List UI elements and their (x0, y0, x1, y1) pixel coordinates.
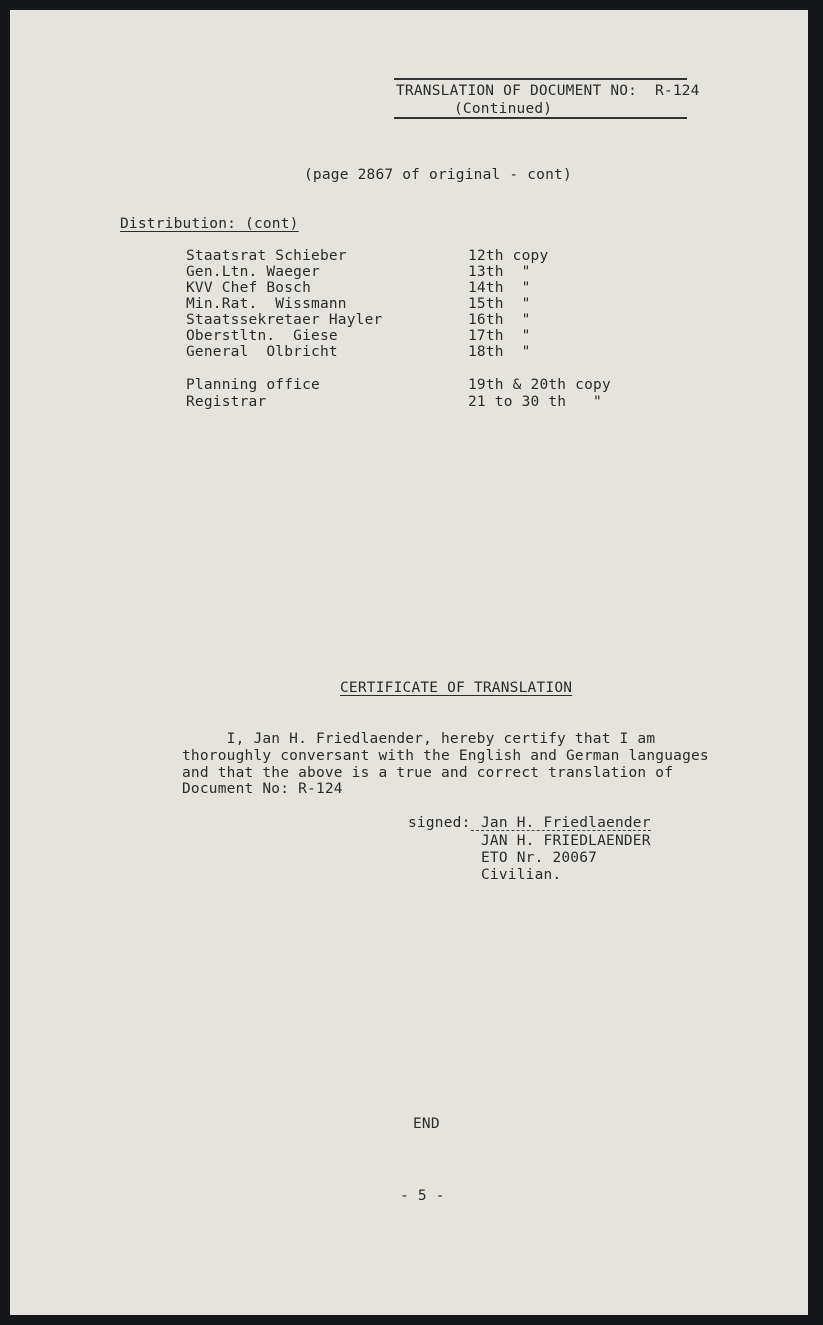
distribution-copy: 12th copy (468, 248, 549, 264)
distribution-copy: 16th " (468, 312, 531, 328)
certificate-line: I, Jan H. Friedlaender, hereby certify that I am (182, 731, 656, 747)
document-page (10, 10, 808, 1315)
distribution-copy: 18th " (468, 344, 531, 360)
distribution-copy: 13th " (468, 264, 531, 280)
distribution-copy: 17th " (468, 328, 531, 344)
end-marker: END (413, 1116, 440, 1132)
distribution-name: Oberstltn. Giese (186, 328, 338, 344)
signed-label: signed: (408, 815, 471, 831)
header-bottom-rule (394, 117, 687, 119)
distribution-copy: 15th " (468, 296, 531, 312)
distribution-name: Staatssekretaer Hayler (186, 312, 383, 328)
certificate-line: and that the above is a true and correct translation of (182, 765, 674, 781)
distribution-name: KVV Chef Bosch (186, 280, 312, 296)
certificate-heading: CERTIFICATE OF TRANSLATION (340, 680, 573, 696)
signature-name: Jan H. Friedlaender (481, 815, 651, 831)
header-top-rule (394, 78, 687, 80)
distribution-heading: Distribution: (cont) (120, 216, 299, 232)
signature-underline (471, 830, 651, 831)
certificate-line: Document No: R-124 (182, 781, 343, 797)
distribution-name: Registrar (186, 394, 267, 410)
distribution-copy: 19th & 20th copy (468, 377, 611, 393)
distribution-name: Staatsrat Schieber (186, 248, 347, 264)
distribution-copy: 14th " (468, 280, 531, 296)
document-title: TRANSLATION OF DOCUMENT NO: R-124 (396, 83, 700, 99)
document-subtitle: (Continued) (454, 101, 553, 117)
page-number: - 5 - (400, 1188, 445, 1204)
certificate-line: thoroughly conversant with the English and German languages (182, 748, 709, 764)
distribution-name: Planning office (186, 377, 320, 393)
distribution-name: General Olbricht (186, 344, 338, 360)
page-reference: (page 2867 of original - cont) (304, 167, 572, 183)
translator-status: Civilian. (481, 867, 562, 883)
distribution-name: Min.Rat. Wissmann (186, 296, 347, 312)
distribution-name: Gen.Ltn. Waeger (186, 264, 320, 280)
distribution-copy: 21 to 30 th " (468, 394, 602, 410)
translator-eto-number: ETO Nr. 20067 (481, 850, 598, 866)
translator-name: JAN H. FRIEDLAENDER (481, 833, 651, 849)
